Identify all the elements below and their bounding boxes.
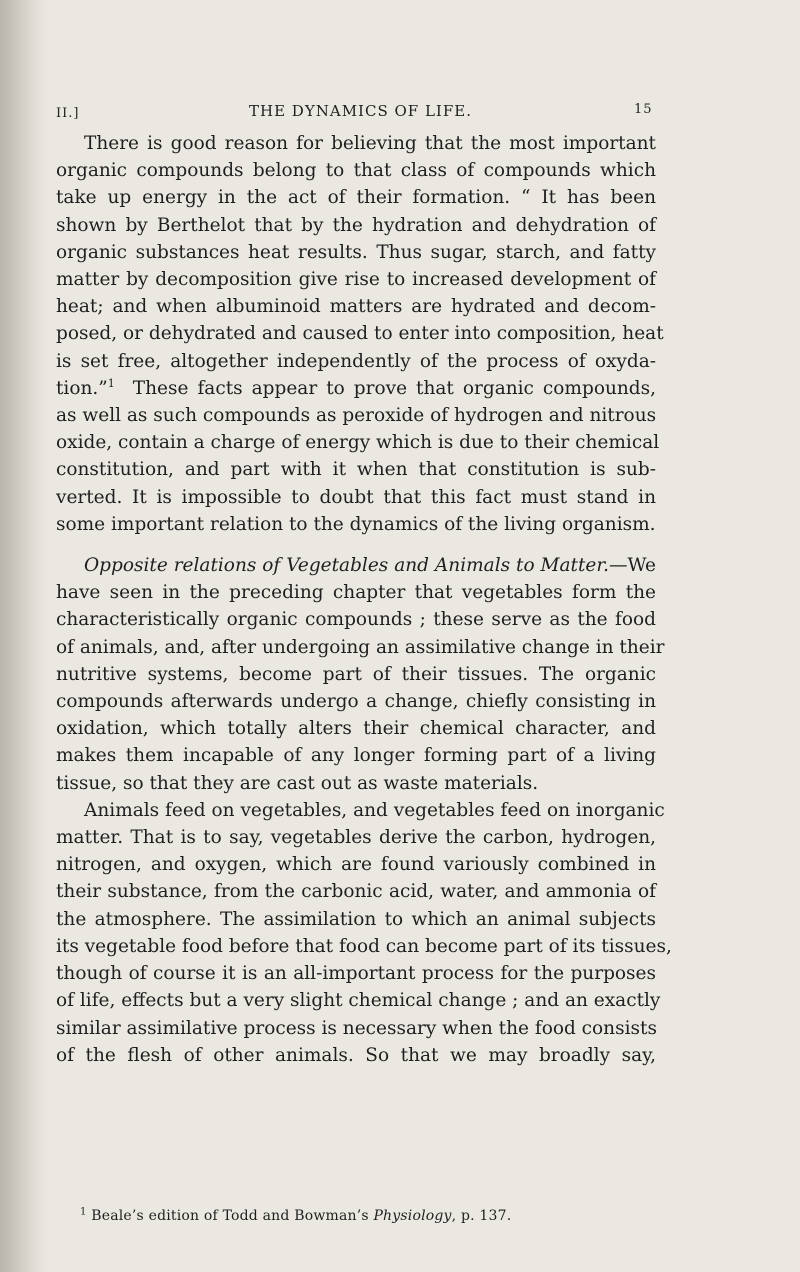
text-line: tissue, so that they are cast out as waste materials. <box>56 772 539 794</box>
paragraph-2 <box>56 552 665 797</box>
running-header <box>56 102 656 124</box>
text-line: posed, or dehydrated and caused to enter into composition, heat <box>56 323 664 345</box>
text-line: of the flesh of other animals. So that we may broadly say, <box>56 1044 656 1066</box>
text-fragment: tion.” <box>56 377 108 399</box>
text-line: oxide, contain a charge of energy which is due to their chemical <box>56 432 660 454</box>
text-line: matter by decomposition give rise to increased development of <box>56 269 656 291</box>
text-line-with-footnote <box>56 375 656 402</box>
text-fragment: —We <box>609 555 656 577</box>
running-title: THE DYNAMICS OF LIFE. <box>249 102 472 120</box>
body-text <box>56 130 672 1069</box>
text-line: compounds afterwards undergo a change, chiefly consisting in <box>56 691 656 713</box>
section-heading: Opposite relations of Vegetables and Animals to Matter. <box>84 555 610 577</box>
text-line: though of course it is an all-important process for the purposes <box>56 963 656 985</box>
chapter-marker: II.] <box>56 106 80 121</box>
text-line: oxidation, which totally alters their chemical character, and <box>56 718 656 740</box>
footnote-marker: 1 <box>80 1206 87 1218</box>
text-line: organic substances heat results. Thus sugar, starch, and fatty <box>56 241 656 263</box>
text-line: is set free, altogether independently of the process of oxyda- <box>56 350 656 372</box>
paragraph-1 <box>56 130 664 538</box>
text-line: as well as such compounds as peroxide of hydrogen and nitrous <box>56 405 657 427</box>
footnote-ref: 1 <box>107 376 115 390</box>
text-line: constitution, and part with it when that constitution is sub- <box>56 459 656 481</box>
text-line: organic compounds belong to that class of compounds which <box>56 160 656 182</box>
text-line: There is good reason for believing that the most important <box>84 133 656 154</box>
text-line: similar assimilative process is necessary when the food consists <box>56 1017 657 1039</box>
text-line: heat; and when albuminoid matters are hydrated and decom- <box>56 296 656 318</box>
text-line: nutritive systems, become part of their tissues. The organic <box>56 663 656 685</box>
text-line: Animals feed on vegetables, and vegetables feed on inorganic <box>84 799 665 821</box>
text-line: shown by Berthelot that by the hydration and dehydration of <box>56 214 656 236</box>
text-line: have seen in the preceding chapter that vegetables form the <box>56 582 656 604</box>
text-line: the atmosphere. The assimilation to which an animal subjects <box>56 908 656 930</box>
text-line: characteristically organic compounds ; these serve as the food <box>56 609 656 631</box>
text-line: some important relation to the dynamics of the living organism. <box>56 513 656 535</box>
paragraph-3 <box>56 797 672 1069</box>
text-line: of life, effects but a very slight chemical change ; and an exactly <box>56 990 661 1012</box>
footnote <box>80 1208 511 1224</box>
text-line: verted. It is impossible to doubt that this fact must stand in <box>56 486 656 508</box>
text-line: their substance, from the carbonic acid, water, and ammonia of <box>56 881 656 903</box>
text-fragment: These facts appear to prove that organic compounds, <box>132 377 657 399</box>
page-number: 15 <box>634 102 653 117</box>
text-line: makes them incapable of any longer forming part of a living <box>56 745 656 767</box>
text-line: matter. That is to say, vegetables derive the carbon, hydrogen, <box>56 827 656 849</box>
text-line: its vegetable food before that food can become part of its tissues, <box>56 935 672 957</box>
text-line: of animals, and, after undergoing an assimilative change in their <box>56 636 665 658</box>
text-line: nitrogen, and oxygen, which are found variously combined in <box>56 854 656 876</box>
footnote-title: Physiology <box>373 1208 452 1224</box>
footnote-text: Beale’s edition of Todd and Bowman’s <box>91 1208 374 1224</box>
text-line: take up energy in the act of their formation. “ It has been <box>56 187 656 209</box>
footnote-text-end: , p. 137. <box>451 1208 512 1224</box>
section-heading-line <box>56 552 656 579</box>
